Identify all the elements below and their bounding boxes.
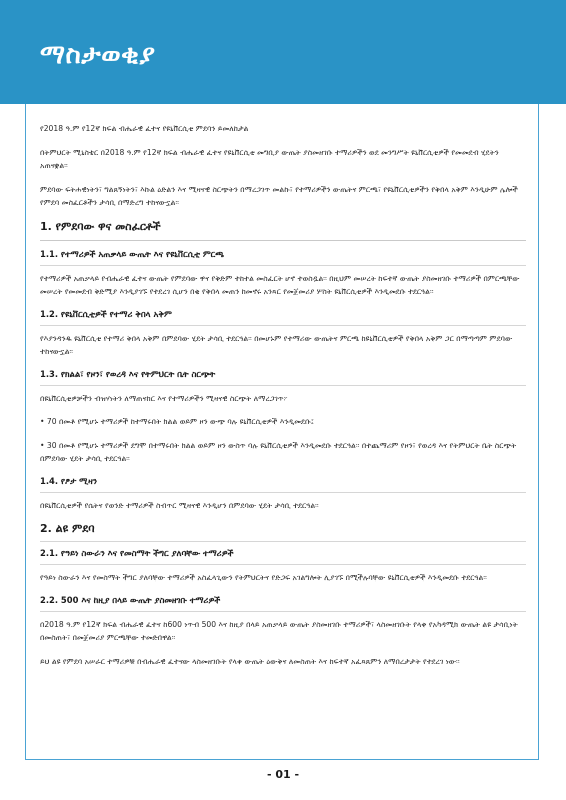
section-1-2-heading: 1.2. የዩኒቨርሲቲዎች የተማሪ ቅበላ አቅም bbox=[40, 309, 526, 326]
section-2-2-heading: 2.2. 500 እና ከዚያ በላይ ውጤት ያስመዘገቡ ተማሪዎች bbox=[40, 595, 526, 612]
section-1-3-text: በዩኒቨርሲቲዎቻችን ብዝሃነትን ለማጠናከር እና የተማሪዎችን ሚዛናዊ ስርጭት ለማረጋገጥ፦ bbox=[40, 393, 288, 403]
section-1-1-text: የተማሪዎች አጠቃላይ የብሔራዊ ፈተና ውጤት የምደባው ዋና የቅድም ተከተል መስፈርት ሆኖ ተወስዷል፡፡ በዚህም መሠረት ከፍተኛ ውጤት ያስመዘገቡ ተማሪዎች በምርጫቸው መሠረት የመመደብ ቅድሚያ እንዲያገኙ የተደረገ ሲሆን በቂ የቅበላ መጠን ከመኖሩ አንጻር የመጀመሪያ ሦስት ዩኒቨርሲቲዎች እንዲመደቡ ተደርጓል፡፡ bbox=[40, 273, 520, 296]
section-1-4-heading: 1.4. የፆታ ሚዛን bbox=[40, 476, 526, 493]
section-2-1-text: የዓይነ ስውራን እና የመስማት ችግር ያለባቸው ተማሪዎች አስፈላጊውን የትምህርትና የድጋፍ አገልግሎት ሊያገኙ በሚችሉባቸው ዩኒቨርሲቲዎች እንዲመደቡ ተደርጓል፡፡ bbox=[40, 573, 487, 582]
intro-subject: የ2018 ዓ.ም የ12ኛ ክፍል ብሔራዊ ፈተና የዩኒቨርሲቲ ምደባን ይመለከታል bbox=[40, 124, 249, 133]
section-1-3-heading: 1.3. የክልል፣ የዞን፣ የወረዳ እና የትምህርት ቤት ስርጭት bbox=[40, 369, 526, 386]
intro-paragraph-1: በትምህርት ሚኒስቴር በ2018 ዓ.ም የ12ኛ ክፍል ብሔራዊ ፈተና የዩኒቨርሲቲ መግቢያ ውጤት ያስመዘገቡ ተማሪዎችን ወደ መንግሥት ዩኒቨርሲቲዎች የመመደብ ሂደትን አጠናቋል፡፡ bbox=[40, 147, 499, 170]
section-2-2-text-1: በ2018 ዓ.ም የ12ኛ ክፍል ብሔራዊ ፈተና ከ600 ነጥብ 500 እና ከዚያ በላይ አጠቃላይ ውጤት ያስመዘገቡ ተማሪዎች፣ ላስመዘገቡት የላቀ የአካዳሚክ ውጤት ልዩ ታሳቢነት በመስጠት፣ በመጀመሪያ ምርጫቸው ተመድበዋል፡፡ bbox=[40, 619, 518, 642]
section-2-1-heading: 2.1. የዓይነ ስውራን እና የመስማት ችግር ያለባቸው ተማሪዎች bbox=[40, 548, 526, 565]
intro-paragraph-2: ምደባው ፍትሐዊነትን፣ ግልጸኝነትን፣ እኩል ዕድልን እና ሚዛናዊ ስርጭትን በማረጋገጥ መልኩ፣ የተማሪዎችን ውጤትና ምርጫ፣ የዩኒቨርሲቲዎችን የቅበላ አቅም እንዲሁም ሌሎች የምደባ መስፈርቶችን ታሳቢ በማድረግ ተከናውኗል፡፡ bbox=[40, 184, 518, 207]
page-number: - 01 - bbox=[266, 768, 300, 781]
section-2-heading: 2. ልዩ ምደባ bbox=[40, 522, 526, 542]
section-1-3-bullet-2: • 30 በመቶ የሚሆኑ ተማሪዎች ደግሞ በተማሩበት ክልል ወይም ዞን ውስጥ ባሉ ዩኒቨርሲቲዎች እንዲመደቡ ተደርጓል፡፡ በተጨማሪም የዞን፣ የወረዳ እና የትምህርት ቤት ስርጭት በምደባው ሂደት ታሳቢ ተደርጓል፡፡ bbox=[40, 440, 517, 463]
section-1-2-text: የእያንዳንዱ ዩኒቨርሲቲ የተማሪ ቅበላ አቅም በምደባው ሂደት ታሳቢ ተደርጓል፡፡ በመሆኑም የተማሪው ውጤትና ምርጫ ከዩኒቨርሲቲዎች የቅበላ አቅም ጋር በማጣጣም ምደባው ተከናውኗል፡፡ bbox=[40, 333, 513, 356]
content-body bbox=[40, 122, 526, 678]
section-1-heading: 1. የምደባው ዋና መስፈርቶች bbox=[40, 220, 526, 241]
section-2-2-text-2: ይህ ልዩ የምደባ አሠራር ተማሪዎቹ በብሔራዊ ፈተናው ላስመዘገቡት የላቀ ውጤት ዕውቅና ለመስጠት እና ከፍተኛ አፈጻጸምን ለማበረታታት የተደረገ ነው፡፡ bbox=[40, 656, 460, 666]
section-1-1-heading: 1.1. የተማሪዎች አጠቃላይ ውጤት እና የዩኒቨርሲቲ ምርጫ bbox=[40, 249, 526, 266]
page-title: ማስታወቂያ bbox=[40, 40, 156, 70]
section-1-4-text: በዩኒቨርሲቲዎች የሴትና የወንድ ተማሪዎች ስብጥር ሚዛናዊ እንዲሆን በምደባው ሂደት ታሳቢ ተደርጓል፡፡ bbox=[40, 500, 319, 510]
section-1-3-bullet-1: • 70 በመቶ የሚሆኑ ተማሪዎች ከተማሩበት ክልል ወይም ዞን ውጭ ባሉ ዩኒቨርሲቲዎች እንዲመደቡ፤ bbox=[40, 417, 314, 426]
